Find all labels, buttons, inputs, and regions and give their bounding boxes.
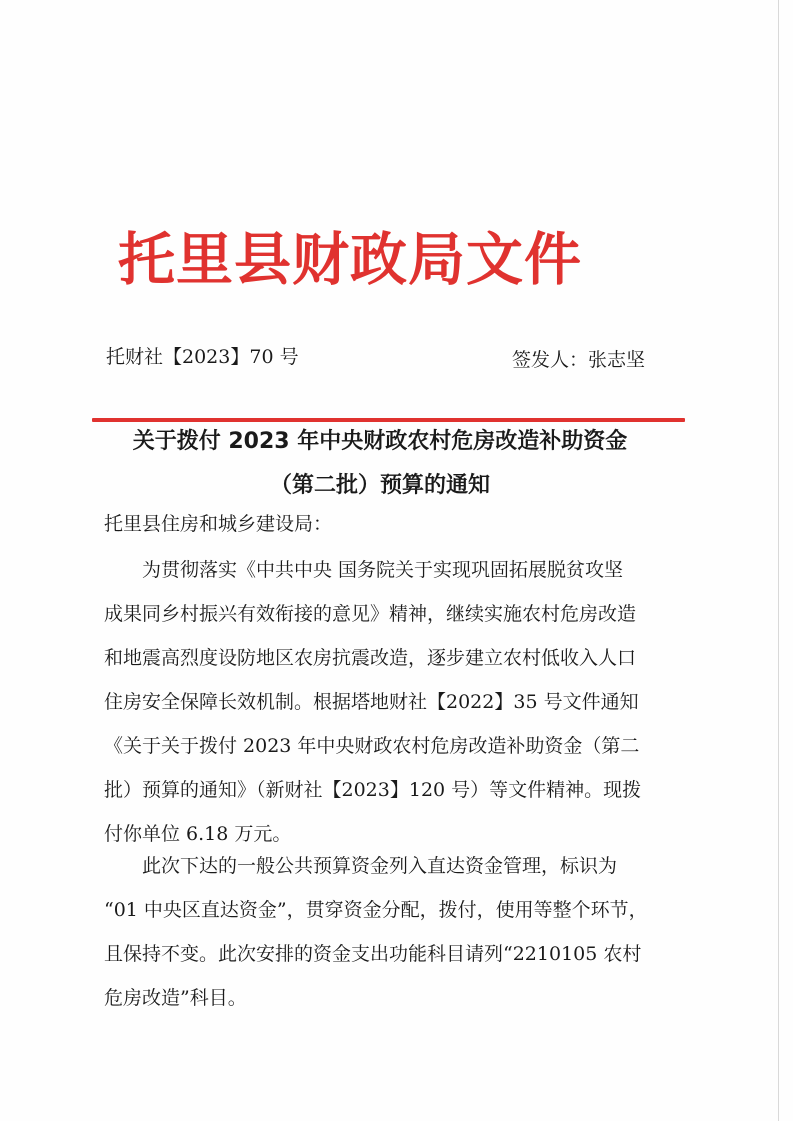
signer: 签发人：张志坚: [512, 349, 646, 371]
paragraph-line: 《关于关于拨付 2023 年中央财政农村危房改造补助资金（第二: [104, 735, 640, 757]
paragraph-line: 且保持不变。此次安排的资金支出功能科目请列“2210105 农村: [104, 943, 642, 965]
addressee: 托里县住房和城乡建设局：: [104, 513, 333, 535]
body-paragraph-1: [104, 548, 662, 856]
notice-title-line: 关于拨付 2023 年中央财政农村危房改造补助资金: [132, 429, 628, 454]
paragraph-line: 为贯彻落实《中共中央 国务院关于实现巩固拓展脱贫攻坚: [142, 559, 624, 581]
notice-title-line: （第二批）预算的通知: [269, 473, 490, 498]
paragraph-line: 住房安全保障长效机制。根据塔地财社【2022】35 号文件通知: [104, 691, 639, 713]
paragraph-line: 此次下达的一般公共预算资金列入直达资金管理，标识为: [142, 855, 618, 877]
paragraph-line: 付你单位 6.18 万元。: [104, 823, 292, 845]
issuing-authority-header: 托里县财政局文件: [118, 226, 582, 293]
paragraph-line: “01 中央区直达资金”，贯穿资金分配，拨付，使用等整个环节，: [104, 899, 648, 921]
document-number: 托财社【2023】70 号: [106, 346, 299, 368]
paragraph-line: 和地震高烈度设防地区农房抗震改造，逐步建立农村低收入人口: [104, 647, 637, 669]
notice-title: [100, 420, 660, 508]
paragraph-line: 危房改造”科目。: [104, 987, 247, 1009]
body-paragraph-2: [104, 844, 662, 1020]
paragraph-line: 批）预算的通知》（新财社【2023】120 号）等文件精神。现拨: [104, 779, 642, 801]
paragraph-line: 成果同乡村振兴有效衔接的意见》精神，继续实施农村危房改造: [104, 603, 637, 625]
scan-edge-line: [778, 0, 779, 1121]
